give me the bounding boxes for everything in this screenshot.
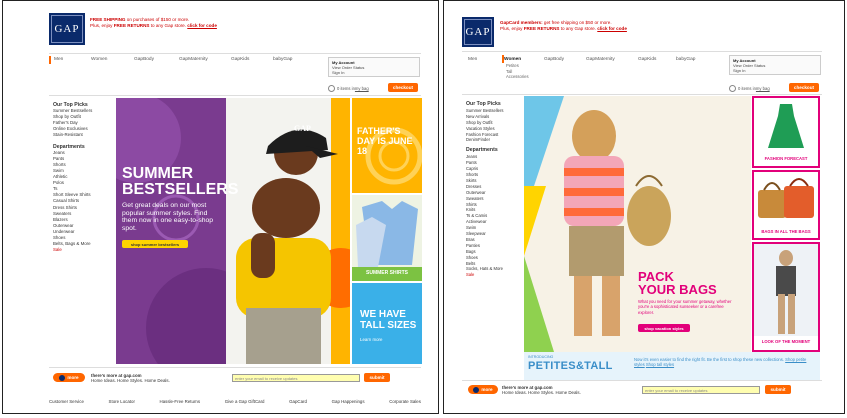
nav-gapmaternity[interactable]: GapMaternity [586,57,615,62]
email-signup-input[interactable]: enter your email to receive updates [232,374,360,382]
promo-text: Plus, enjoy [90,23,114,28]
bag-icon [729,85,736,92]
my-bag-link[interactable]: my bag [755,86,770,91]
gapcom-subtitle: Home Ideas. Home Styles. Home Deals. [91,378,170,383]
sidebar-item-pants[interactable]: Pants [466,160,477,166]
hero-body: Get great deals on our most popular summer styles. Find them now in one easy-to-shop spot. [122,202,214,232]
promo-strong: FREE RETURNS [523,26,560,31]
my-account-box[interactable] [328,57,420,77]
fashion-forecast-caption: FASHION FORECAST [764,156,808,161]
sign-in-link[interactable]: Sign In [733,68,746,73]
bags-image [754,172,818,226]
subnav-tall[interactable]: Tall [506,68,513,74]
nav-gapbody[interactable]: GapBody [544,57,565,62]
sidebar-item-shop-by-outfit[interactable]: Shop by Outfit [53,114,81,120]
subnav-petites[interactable]: Petites [506,63,519,68]
email-submit-button[interactable]: submit [765,385,791,394]
sidebar-item-father-s-day[interactable]: Father's Day [53,120,78,126]
checkout-button[interactable]: checkout [789,83,819,92]
account-title: My Account [733,58,756,63]
strip-body [634,357,814,367]
sidebar [53,102,115,253]
footer-link-giftcard[interactable]: Give a Gap GiftCard [224,399,265,404]
sidebar-item-knits[interactable]: Knits [466,207,476,213]
cap-logo: GAP [294,124,311,133]
main-nav [54,57,303,62]
sidebar-item-bras[interactable]: Bras [466,236,475,242]
nav-gapbody[interactable]: GapBody [134,57,155,62]
nav-women[interactable]: Women [91,57,108,62]
logo-text: GAP [54,23,80,35]
shopping-bag[interactable] [328,85,369,92]
hero-title-line2: BESTSELLERS [122,181,239,198]
top-picks-heading: Our Top Picks [53,102,88,108]
promo-strong: FREE RETURNS [113,23,150,28]
shop-vacation-styles-button[interactable]: shop vacation styles [638,324,690,332]
sidebar-item-skirts[interactable]: Skirts [466,177,477,183]
sidebar-item-summer-bestsellers[interactable]: Summer Bestsellers [53,108,93,114]
strip-title: PETITES&TALL [528,360,613,372]
tall-title-line2: TALL SIZES [360,320,417,331]
sidebar-item-sweaters[interactable]: Sweaters [466,195,484,201]
footer-links [49,399,421,404]
sidebar-item-denimfinder[interactable]: DenimFinder [466,137,490,143]
nav-babygap[interactable]: babyGap [273,57,293,62]
gap-logo[interactable] [462,17,494,47]
more-button[interactable] [468,385,498,394]
tall-title-line1: WE HAVE [360,309,406,320]
gapcom-promo[interactable] [91,373,170,383]
look-caption: LOOK OF THE MOMENT [761,339,811,344]
sidebar-item-casual-shirts[interactable]: Casual Shirts [53,198,80,204]
promo-banner [500,20,750,32]
sidebar-item-underwear[interactable]: Underwear [53,228,75,234]
sidebar-item-shoes[interactable]: Shoes [466,254,478,260]
my-bag-link[interactable]: my bag [354,86,369,91]
sidebar-item-dresses[interactable]: Dresses [466,183,482,189]
footer-link-corporate-sales[interactable]: Corporate Sales [389,399,421,404]
shop-summer-bestsellers-button[interactable]: shop summer bestsellers [122,240,188,248]
sidebar-item-fashion-forecast[interactable]: Fashion Forecast [466,131,499,137]
my-account-box[interactable] [729,55,821,75]
sidebar-item-shirts[interactable]: Shirts [466,201,477,207]
promo-strong: FREE SHIPPING [90,17,126,22]
nav-divider [462,51,822,52]
hero-banner[interactable] [116,98,350,364]
shopping-bag[interactable] [729,85,770,92]
hero-title-line2: YOUR BAGS [638,282,717,297]
order-status-link[interactable]: View Order Status [332,65,365,70]
gapcom-subtitle: Home Ideas. Home Styles. Home Deals. [502,390,581,395]
bag-count: 0 items in [337,86,355,91]
email-submit-button[interactable]: submit [364,373,390,382]
sidebar-item-sweaters[interactable]: Sweaters [53,210,72,216]
nav-men[interactable]: Men [54,57,64,62]
account-title: My Account [332,60,355,65]
footer-link-happenings[interactable]: Gap Happenings [331,399,365,404]
nav-gapkids[interactable]: GapKids [231,57,250,62]
gapcom-title: there's more at gap.com [502,385,553,390]
promo-code-link[interactable]: click for code [597,26,627,31]
fathers-day-text: FATHER'S DAY IS JUNE 18 [357,126,413,156]
sidebar-item-shorts[interactable]: Shorts [53,161,66,167]
summer-shirts-tile[interactable] [352,195,422,281]
bags-caption: BAGS IN ALL THE BAGS [761,229,811,234]
departments-heading: Departments [53,143,85,150]
bag-icon [328,85,335,92]
strip-body-text: Now it's even easier to find the right fit. Be the first to shop these new collections. [634,357,784,362]
sidebar-item-polos[interactable]: Polos [53,180,64,186]
left-gap-homepage [2,0,439,414]
order-status-link[interactable]: View Order Status [733,63,766,68]
green-dress-image [754,98,818,154]
sidebar-item-stain-resistant[interactable]: Stain-Resistant [53,132,83,138]
nav-gapmaternity[interactable]: GapMaternity [179,57,208,62]
sidebar-item-outerwear[interactable]: Outerwear [53,222,74,228]
sidebar-item-sleepwear[interactable]: Sleepwear [466,231,486,237]
right-gap-homepage [443,0,845,414]
plus-icon [59,375,65,381]
footer-link-gapcard[interactable]: GapCard [289,399,307,404]
sidebar-item-capris[interactable]: Capris [466,166,479,172]
gapcom-promo[interactable] [502,385,581,395]
sidebar-item-summer-bestsellers[interactable]: Summer Bestsellers [466,107,504,113]
promo-code-link[interactable]: click for code [187,23,217,28]
model-image [754,244,818,336]
promo-strong: GapCard members: [500,20,543,25]
sidebar-item-athletic[interactable]: Athletic [53,174,68,180]
bags-tile[interactable] [752,170,820,240]
promo-text: to any Gap store. [149,23,188,28]
footer-link-returns[interactable]: Hassle-Free Returns [159,399,201,404]
sidebar-item-jeans[interactable]: Jeans [53,149,65,155]
header-divider [49,95,421,96]
sidebar-item-belts[interactable]: Belts [466,260,476,266]
email-signup-input[interactable]: enter your email to receive updates [642,386,760,394]
sidebar-item-bags[interactable]: Bags [466,248,476,254]
sidebar-item-sale[interactable]: Sale [466,272,475,278]
logo-text: GAP [465,26,491,38]
hero-body: What you need for your summer getaway, whether you're a sophisticated sunseeker or a carefree explorer. [638,299,732,315]
more-label: more [481,387,493,392]
tall-sizes-tile[interactable] [352,283,422,364]
promo-text: to any Gap store. [559,26,598,31]
sidebar-item-dress-shirts[interactable]: Dress Shirts [53,204,77,210]
sidebar-item-swim[interactable]: Swim [466,225,477,231]
sidebar-item-shop-by-outfit[interactable]: Shop by Outfit [466,119,493,125]
hero-banner[interactable] [524,96,751,352]
sign-in-link[interactable]: Sign In [332,70,345,75]
nav-babygap[interactable]: babyGap [676,57,696,62]
shirts-image [352,195,422,281]
sidebar-item-short-sleeve-shirts[interactable]: Short Sleeve Shirts [53,192,91,198]
active-nav-marker [502,55,504,63]
header-divider [462,94,822,95]
nav-divider [49,53,421,54]
top-picks-heading: Our Top Picks [466,101,501,107]
more-label: more [67,375,79,380]
promo-banner [90,17,310,29]
sidebar-item-sale[interactable]: Sale [53,247,62,253]
subnav-accessories[interactable]: Accessories [506,74,529,80]
summer-shirts-caption: SUMMER SHIRTS [366,270,408,276]
sidebar-item-activewear[interactable]: Activewear [466,219,487,225]
sidebar-item-new-arrivals[interactable]: New Arrivals [466,113,490,119]
women-subnav [506,63,529,80]
petites-tall-strip[interactable] [524,352,820,380]
look-of-moment-tile[interactable] [752,242,820,352]
shop-tall-styles-link[interactable]: Shop tall styles [645,362,675,368]
sidebar-item-shorts[interactable]: Shorts [466,171,479,177]
gap-logo[interactable] [49,13,85,45]
sidebar-item-pants[interactable]: Pants [53,155,65,161]
promo-text: get free shipping on $50 or more. [542,20,612,25]
promo-text: on purchases of $150 or more. [125,17,190,22]
sidebar-item-outerwear[interactable]: Outerwear [466,189,486,195]
checkout-button[interactable]: checkout [388,83,418,92]
shop-petite-styles-link[interactable]: Shop petite styles [634,357,807,368]
tall-learn-more-link[interactable]: Learn more [360,337,383,342]
sidebar-item-panties[interactable]: Panties [466,242,480,248]
nav-women[interactable]: Women [504,57,522,62]
sidebar-item-blazers[interactable]: Blazers [53,216,68,222]
sidebar-item-swim[interactable]: Swim [53,167,64,173]
footer-link-customer-service[interactable]: Customer Service [49,399,84,404]
active-nav-marker [49,56,51,64]
departments-heading: Departments [466,147,498,154]
more-button[interactable] [53,373,85,382]
strip-introducing: INTRODUCING [528,355,554,359]
nav-gapkids[interactable]: GapKids [638,57,657,62]
gapcom-title: there's more at gap.com [91,373,142,378]
fashion-forecast-tile[interactable] [752,96,820,168]
sidebar-item-ts[interactable]: Ts [53,186,58,192]
fathers-day-tile[interactable] [352,98,422,193]
promo-text: Plus, enjoy [500,26,524,31]
hero-title-line1: PACK [638,269,674,284]
bag-count: 0 items in [738,86,756,91]
sidebar-item-shoes[interactable]: Shoes [53,234,66,240]
sidebar-item-online-exclusives[interactable]: Online Exclusives [53,126,88,132]
sidebar-item-ts-camis[interactable]: Ts & Camis [466,213,488,219]
nav-men[interactable]: Men [468,57,478,62]
sidebar-item-jeans[interactable]: Jeans [466,154,478,160]
sidebar-item-socks-hats-more[interactable]: Socks, Hats & More [466,266,504,272]
footer-link-store-locator[interactable]: Store Locator [108,399,135,404]
sidebar [466,102,524,278]
hero-title-line1: SUMMER [122,165,194,182]
sidebar-item-vacation-styles[interactable]: Vacation Styles [466,125,495,131]
plus-icon [473,387,479,393]
sidebar-item-belts-bags-more[interactable]: Belts, Bags & More [53,241,91,247]
